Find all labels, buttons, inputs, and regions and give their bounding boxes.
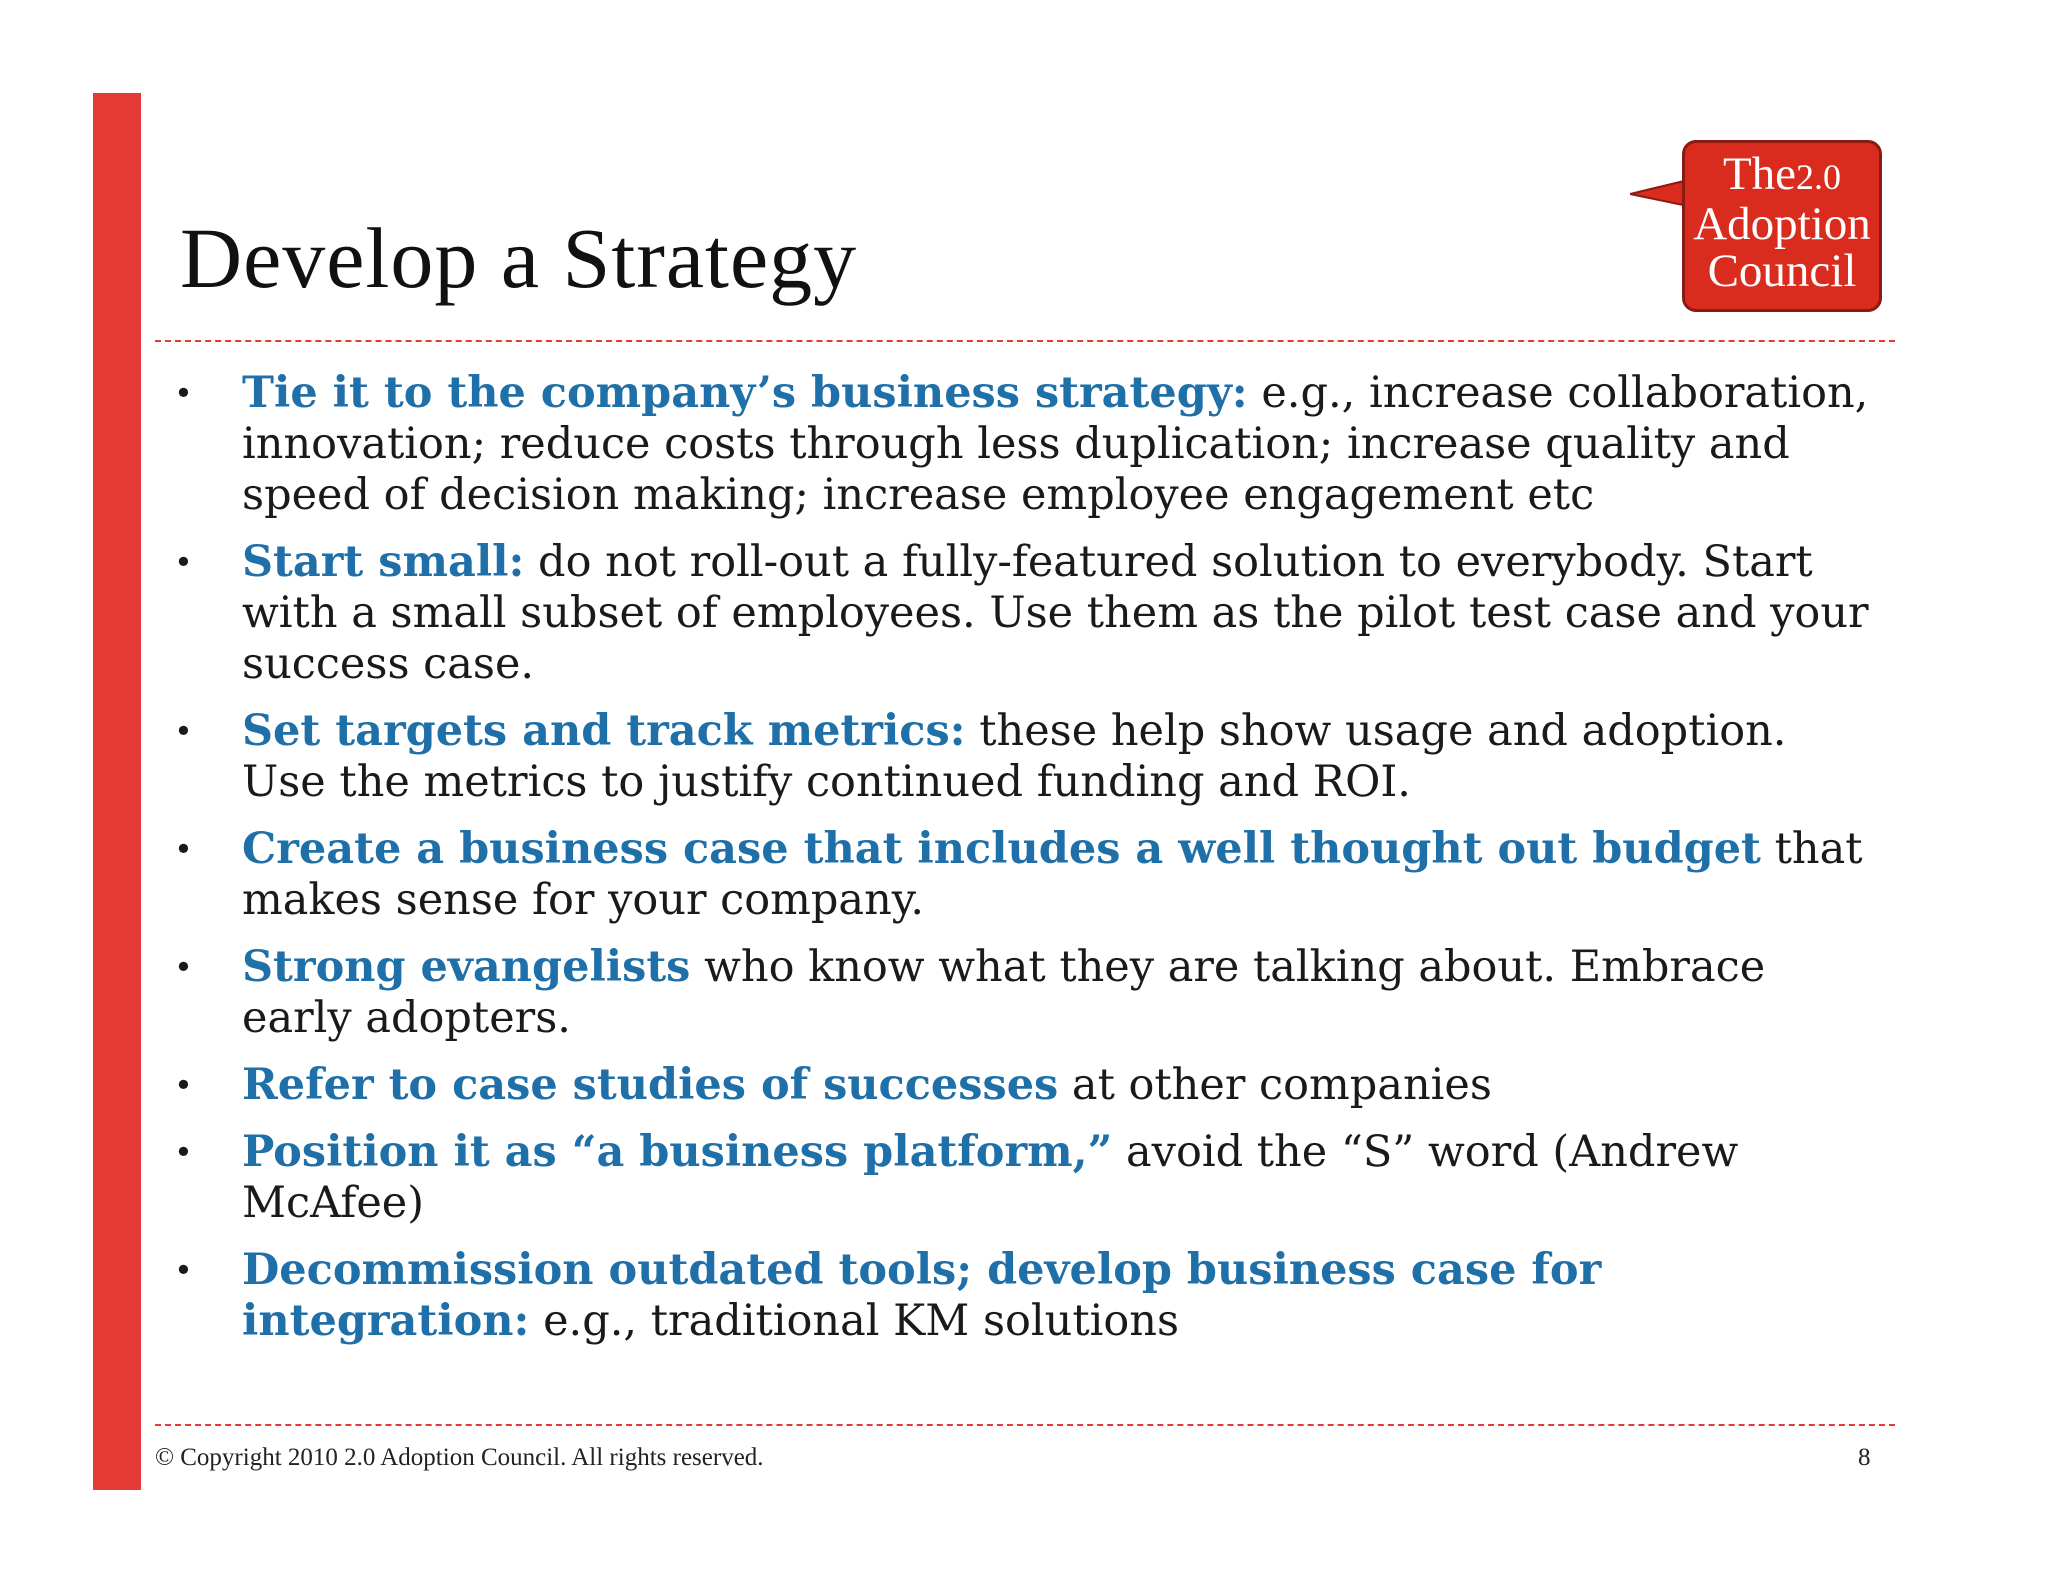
bullet-text: that makes sense for your company.	[242, 824, 1863, 925]
bullet-text: e.g., traditional KM solutions	[529, 1296, 1180, 1346]
bullet-item	[160, 824, 1880, 926]
bullet-text: e.g., increase collaboration, innovation; reduce costs through less duplication; increase quality and speed of decision making; increase employee engagement etc	[242, 368, 1869, 520]
bullet-text: who know what they are talking about. Embrace early adopters.	[242, 942, 1766, 1043]
bullet-lead: Decommission outdated tools; develop business case for integration:	[242, 1245, 1602, 1346]
bullet-lead: Start small:	[242, 537, 525, 587]
slide-title: Develop a Strategy	[180, 210, 858, 306]
bullet-text: these help show usage and adoption. Use the metrics to justify continued funding and ROI.	[242, 706, 1787, 807]
accent-bar	[93, 93, 141, 1490]
bullet-lead: Tie it to the company’s business strategy:	[242, 368, 1248, 418]
title-divider	[155, 340, 1895, 342]
bullet-icon: •	[174, 948, 193, 986]
bullet-icon: •	[174, 1066, 193, 1104]
bullet-lead: Set targets and track metrics:	[242, 706, 966, 756]
bullet-text: at other companies	[1058, 1060, 1492, 1110]
bullet-item	[160, 368, 1880, 521]
bullet-icon: •	[174, 1133, 193, 1171]
bullet-icon: •	[174, 543, 193, 581]
adoption-council-logo	[1630, 140, 1885, 315]
bullet-lead: Refer to case studies of successes	[242, 1060, 1059, 1110]
logo-line-1: The2.0	[1722, 148, 1842, 200]
bullet-lead: Strong evangelists	[242, 942, 691, 992]
bullet-text: avoid the “S” word (Andrew McAfee)	[242, 1127, 1739, 1228]
bullet-item	[160, 1245, 1880, 1347]
bullet-icon: •	[174, 1251, 193, 1289]
bullet-lead: Position it as “a business platform,”	[242, 1127, 1113, 1177]
bullet-list	[160, 368, 1880, 1363]
logo-line-2: Adoption	[1693, 198, 1871, 250]
speech-pointer-icon	[1630, 178, 1690, 208]
bullet-item	[160, 537, 1880, 690]
bullet-item	[160, 1127, 1880, 1229]
bullet-lead: Create a business case that includes a well thought out budget	[242, 824, 1761, 874]
logo-badge	[1682, 140, 1882, 312]
logo-version: 2.0	[1796, 157, 1842, 197]
bullet-icon: •	[174, 712, 193, 750]
footer-divider	[155, 1424, 1895, 1426]
bullet-icon: •	[174, 830, 193, 868]
logo-line-3: Council	[1707, 245, 1857, 297]
bullet-text: do not roll-out a fully-featured solution to everybody. Start with a small subset of employees. Use them as the pilot test case and your success case.	[242, 537, 1869, 689]
copyright-notice: © Copyright 2010 2.0 Adoption Council. All rights reserved.	[155, 1444, 764, 1471]
bullet-item	[160, 1060, 1880, 1111]
page-number: 8	[1858, 1444, 1871, 1471]
bullet-item	[160, 706, 1880, 808]
bullet-item	[160, 942, 1880, 1044]
bullet-icon: •	[174, 374, 193, 412]
